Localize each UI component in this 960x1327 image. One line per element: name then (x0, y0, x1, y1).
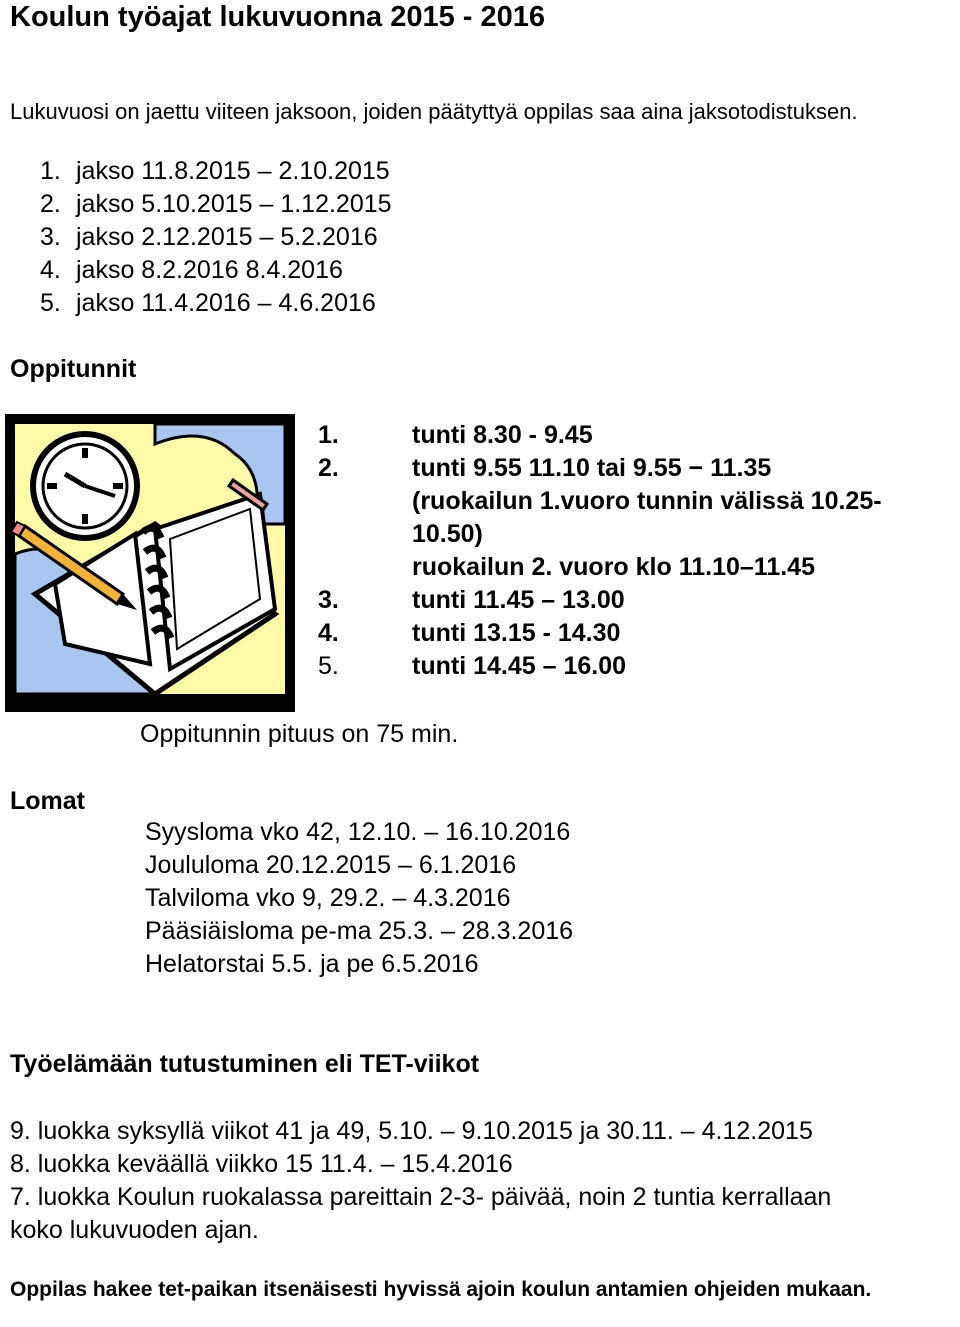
list-item: (ruokailun 1.vuoro tunnin välissä 10.25- (412, 487, 882, 515)
list-item: 2. tunti 9.55 11.10 tai 9.55 − 11.35 (318, 454, 772, 482)
list-item: Joululoma 20.12.2015 – 6.1.2016 (145, 851, 517, 879)
intro-text: Lukuvuosi on jaettu viiteen jaksoon, joiden päätyttyä oppilas saa aina jaksotodistuksen. (10, 99, 858, 124)
holidays-heading: Lomat (10, 787, 85, 815)
list-item: 1. tunti 8.30 - 9.45 (318, 421, 593, 449)
period-list (40, 155, 392, 320)
list-item: Pääsiäisloma pe-ma 25.3. – 28.3.2016 (145, 917, 574, 945)
lessons-list (318, 419, 882, 683)
tet-heading: Työelämään tutustuminen eli TET-viikot (10, 1050, 480, 1078)
list-item: 5. jakso 11.4.2016 – 4.6.2016 (40, 289, 376, 317)
list-item: 3. tunti 11.45 – 13.00 (318, 586, 625, 614)
list-item: 8. luokka keväällä viikko 15 11.4. – 15.4.2016 (10, 1150, 513, 1178)
lesson-length: Oppitunnin pituus on 75 min. (140, 720, 459, 748)
notebook-clock-pencil-clipart (5, 414, 295, 712)
list-item: 2. jakso 5.10.2015 – 1.12.2015 (40, 190, 392, 218)
list-item: 4. tunti 13.15 - 14.30 (318, 619, 621, 647)
lessons-heading: Oppitunnit (10, 355, 137, 383)
list-item: 10.50) (412, 520, 483, 548)
list-item: 4. jakso 8.2.2016 8.4.2016 (40, 256, 343, 284)
list-item: 1. jakso 11.8.2015 – 2.10.2015 (40, 157, 390, 185)
page-title: Koulun työajat lukuvuonna 2015 - 2016 (10, 1, 546, 33)
list-item: koko lukuvuoden ajan. (10, 1216, 259, 1244)
list-item: 9. luokka syksyllä viikot 41 ja 49, 5.10. – 9.10.2015 ja 30.11. – 4.12.2015 (10, 1117, 813, 1145)
tet-list (10, 1115, 831, 1247)
final-note: Oppilas hakee tet-paikan itsenäisesti hyvissä ajoin koulun antamien ohjeiden mukaan. (10, 1278, 872, 1301)
list-item: 5. tunti 14.45 – 16.00 (318, 652, 627, 680)
list-item: 3. jakso 2.12.2015 – 5.2.2016 (40, 223, 378, 251)
list-item: Talviloma vko 9, 29.2. – 4.3.2016 (145, 884, 511, 912)
holidays-list (145, 816, 573, 981)
list-item: Syysloma vko 42, 12.10. – 16.10.2016 (145, 818, 571, 846)
list-item: ruokailun 2. vuoro klo 11.10–11.45 (412, 553, 815, 581)
list-item: 7. luokka Koulun ruokalassa pareittain 2-3- päivää, noin 2 tuntia kerrallaan (10, 1183, 832, 1211)
list-item: Helatorstai 5.5. ja pe 6.5.2016 (145, 950, 479, 978)
